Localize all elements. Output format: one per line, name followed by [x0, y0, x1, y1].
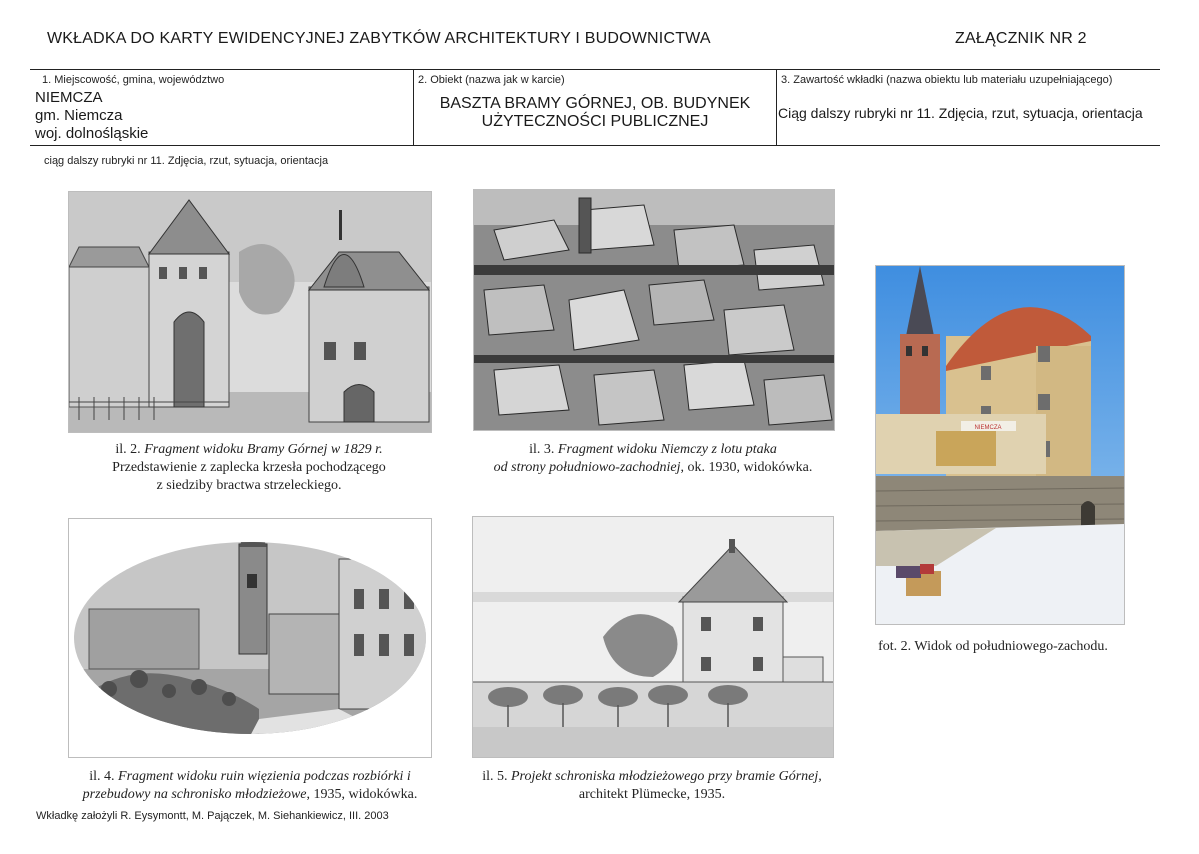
table-divider-2: [776, 70, 777, 145]
caption-il3-rest: , ok. 1930, widokówka.: [680, 460, 813, 475]
location-voivodeship: woj. dolnośląskie: [35, 125, 149, 142]
object-label: 2. Obiekt (nazwa jak w karcie): [418, 74, 565, 86]
caption-il4-line1: [50, 768, 450, 786]
caption-il2: [60, 441, 438, 495]
photo-southwest-view: [875, 265, 1125, 625]
caption-il3-line1: [455, 441, 851, 459]
caption-il4-line2: [50, 786, 450, 804]
location-commune: gm. Niemcza: [35, 107, 123, 124]
caption-il2-line1: [60, 441, 438, 459]
caption-il3-title2: od strony południowo-zachodniej: [493, 460, 681, 475]
caption-il5-title: Projekt schroniska młodzieżowego przy bramie Górnej,: [510, 769, 822, 784]
caption-il5-line2: architekt Plümecke, 1935.: [578, 787, 726, 802]
caption-il2-line3: z siedziby bractwa strzeleckiego.: [156, 478, 342, 493]
caption-il4-rest: , 1935, widokówka.: [306, 787, 418, 802]
caption-il3-line2: [455, 459, 851, 477]
object-line-2: UŻYTECZNOŚCI PUBLICZNEJ: [481, 113, 709, 130]
location-value: [35, 89, 148, 143]
caption-il5: [452, 768, 852, 804]
section-note: ciąg dalszy rubryki nr 11. Zdjęcia, rzut, sytuacja, orientacja: [44, 155, 329, 167]
footer-authors: Wkładkę założyli R. Eysymontt, M. Pajączek, M. Siehankiewicz, III. 2003: [36, 810, 389, 822]
caption-il3-title1: Fragment widoku Niemczy z lotu ptaka: [557, 442, 777, 457]
caption-il4-title1: Fragment widoku ruin więzienia podczas rozbiórki i: [118, 769, 411, 784]
caption-il4-title2: przebudowy na schronisko młodzieżowe: [82, 787, 307, 802]
caption-il5-number: il. 5.: [482, 769, 508, 784]
caption-il3-number: il. 3.: [529, 442, 555, 457]
caption-fot2: fot. 2. Widok od południowego-zachodu.: [878, 639, 1108, 654]
caption-il3: [455, 441, 851, 477]
caption-il2-number: il. 2.: [115, 442, 141, 457]
object-value: [414, 95, 776, 131]
content-value: Ciąg dalszy rubryki nr 11. Zdjęcia, rzut, sytuacja, orientacja: [778, 105, 1143, 121]
illustration-aerial-view: [473, 189, 835, 431]
caption-il4: [50, 768, 450, 804]
caption-il5-line1: [452, 768, 852, 786]
caption-il2-line2: Przedstawienie z zaplecka krzesła pochodzącego: [112, 460, 386, 475]
photo-sign-text: NIEMCZA: [974, 425, 1002, 431]
annex-number: ZAŁĄCZNIK NR 2: [955, 30, 1087, 47]
illustration-prison-ruins: [68, 518, 432, 758]
illustration-hostel-project: [472, 516, 834, 758]
caption-il2-title: Fragment widoku Bramy Górnej w 1829 r.: [144, 442, 383, 457]
table-bottom-rule: [30, 145, 1160, 146]
caption-il4-number: il. 4.: [89, 769, 115, 784]
document-title: WKŁADKA DO KARTY EWIDENCYJNEJ ZABYTKÓW ARCHITEKTURY I BUDOWNICTWA: [47, 30, 711, 47]
illustration-gate-1829: [68, 191, 432, 433]
object-line-1: BASZTA BRAMY GÓRNEJ, OB. BUDYNEK: [439, 95, 751, 112]
location-town: NIEMCZA: [35, 89, 103, 106]
location-label: 1. Miejscowość, gmina, województwo: [42, 74, 225, 86]
table-top-rule: [30, 69, 1160, 70]
content-label: 3. Zawartość wkładki (nazwa obiektu lub materiału uzupełniającego): [781, 74, 1113, 86]
